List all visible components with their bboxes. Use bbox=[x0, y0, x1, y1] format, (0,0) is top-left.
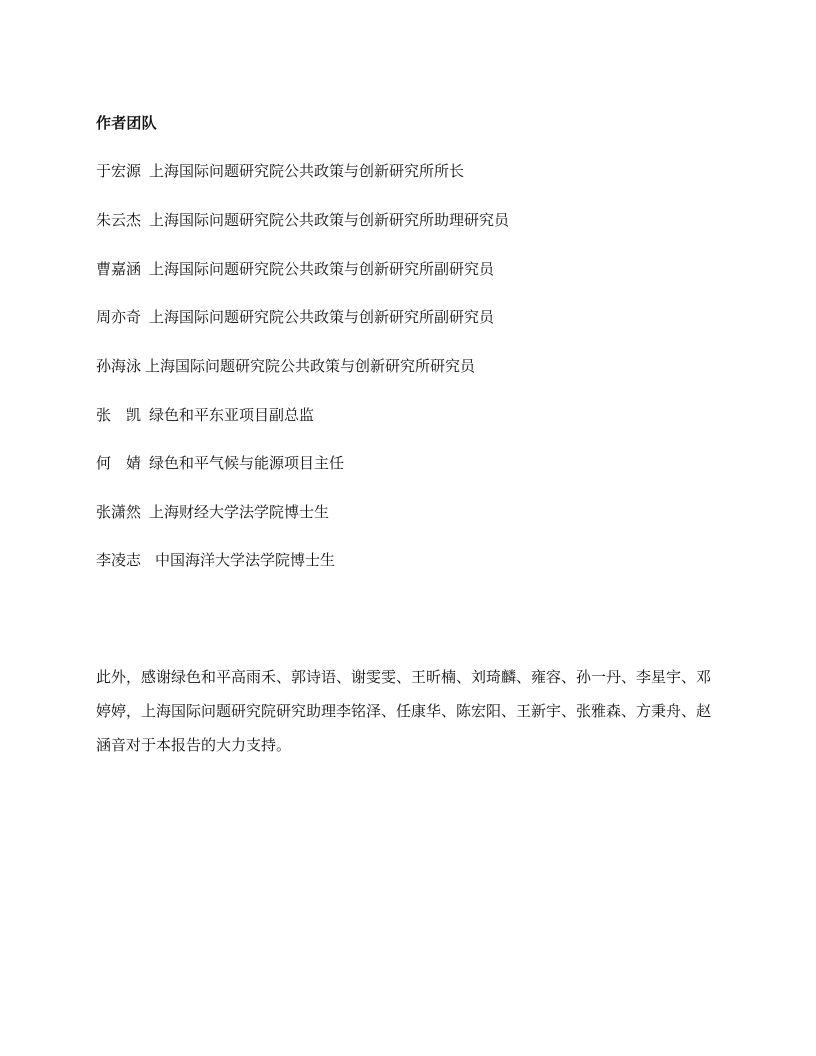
member-role: 上海国际问题研究院公共政策与创新研究所研究员 bbox=[145, 357, 476, 375]
member-role: 上海国际问题研究院公共政策与创新研究所所长 bbox=[149, 162, 465, 180]
member-name: 张 凯 bbox=[96, 406, 142, 424]
member-name: 张潇然 bbox=[96, 503, 142, 521]
member-role: 中国海洋大学法学院博士生 bbox=[155, 551, 336, 569]
team-member bbox=[96, 161, 464, 181]
member-role: 上海国际问题研究院公共政策与创新研究所助理研究员 bbox=[149, 211, 510, 229]
team-member bbox=[96, 405, 314, 425]
member-role: 绿色和平气候与能源项目主任 bbox=[149, 454, 345, 472]
team-member bbox=[96, 550, 335, 570]
team-member bbox=[96, 453, 344, 473]
member-name: 曹嘉涵 bbox=[96, 260, 142, 278]
member-name: 李凌志 bbox=[96, 551, 142, 569]
team-member bbox=[96, 210, 509, 230]
member-name: 于宏源 bbox=[96, 162, 142, 180]
team-member bbox=[96, 307, 494, 327]
team-member bbox=[96, 356, 475, 376]
member-name: 周亦奇 bbox=[96, 308, 142, 326]
team-member bbox=[96, 259, 494, 279]
member-role: 上海国际问题研究院公共政策与创新研究所副研究员 bbox=[149, 260, 495, 278]
section-title: 作者团队 bbox=[96, 114, 157, 132]
member-name: 朱云杰 bbox=[96, 211, 142, 229]
member-role: 上海国际问题研究院公共政策与创新研究所副研究员 bbox=[149, 308, 495, 326]
member-role: 上海财经大学法学院博士生 bbox=[149, 503, 330, 521]
member-role: 绿色和平东亚项目副总监 bbox=[149, 406, 315, 424]
team-member bbox=[96, 502, 329, 522]
acknowledgement-paragraph: 此外，感谢绿色和平高雨禾、郭诗语、谢雯雯、王昕楠、刘琦麟、雍容、孙一丹、李星宇、邓婷婷，上海国际问题研究院研究助理李铭泽、任康华、陈宏阳、王新宇、张雅森、方秉舟、赵涵音对于本报告的大力支持。 bbox=[96, 668, 712, 754]
member-name: 何 婧 bbox=[96, 454, 142, 472]
member-name: 孙海泳 bbox=[96, 357, 142, 375]
